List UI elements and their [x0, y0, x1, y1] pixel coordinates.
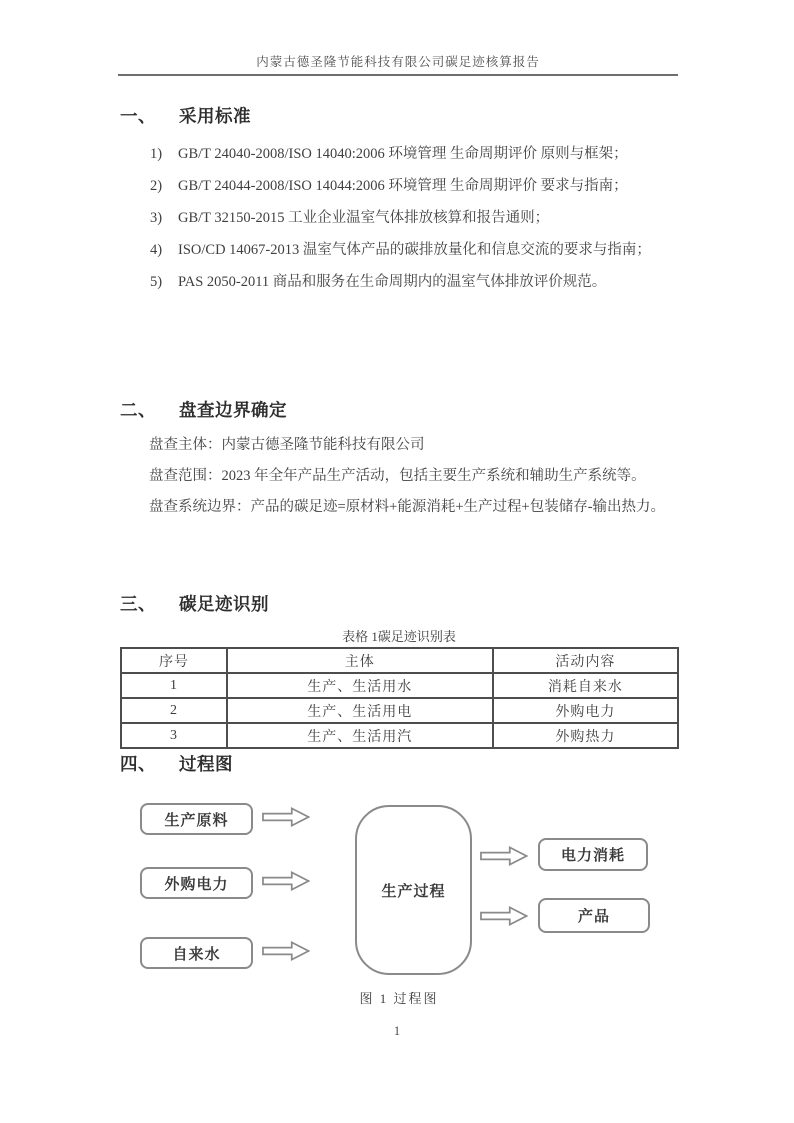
boundary-subject: 盘查主体：内蒙古德圣隆节能科技有限公司: [149, 437, 425, 453]
table-cell-no: 1: [121, 673, 227, 698]
section-4-heading: [120, 751, 233, 776]
table-row: [121, 723, 678, 748]
standards-item-number: 1): [150, 146, 163, 162]
footprint-table: [120, 647, 679, 749]
table-caption: 表格 1碳足迹识别表: [342, 629, 456, 644]
table-cell-subject: 生产、生活用水: [227, 673, 493, 698]
figure-caption: 图 1 过程图: [359, 991, 439, 1006]
table-cell-subject: 生产、生活用汽: [227, 723, 493, 748]
standards-item-text: ISO/CD 14067-2013 温室气体产品的碳排放量化和信息交流的要求与指南；: [178, 242, 651, 258]
section-1-number: 一、: [120, 106, 156, 126]
page-header-title: 内蒙古德圣隆节能科技有限公司碳足迹核算报告: [256, 55, 540, 69]
standards-item-number: 2): [150, 178, 163, 194]
standards-item-text: PAS 2050-2011 商品和服务在生命周期内的温室气体排放评价规范。: [178, 274, 607, 290]
standards-item-number: 4): [150, 242, 163, 258]
page-number: 1: [393, 1024, 401, 1038]
table-header-activity: 活动内容: [493, 648, 678, 673]
diagram-center-production-process: 生产过程: [355, 805, 472, 975]
table-header-row: [121, 648, 678, 673]
section-3-title: 碳足迹识别: [179, 594, 269, 614]
standards-item-number: 5): [150, 274, 163, 290]
standards-item-text: GB/T 24040-2008/ISO 14040:2006 环境管理 生命周期评价 原则与框架；: [178, 146, 628, 162]
table-cell-activity: 消耗自来水: [493, 673, 678, 698]
boundary-scope: 盘查范围：2023 年全年产品生产活动，包括主要生产系统和辅助生产系统等。: [149, 468, 646, 484]
table-cell-no: 3: [121, 723, 227, 748]
flow-arrow-icon: [262, 806, 310, 828]
section-2-heading: [120, 397, 287, 422]
table-cell-subject: 生产、生活用电: [227, 698, 493, 723]
section-3-number: 三、: [120, 594, 156, 614]
section-3-heading: [120, 591, 269, 616]
diagram-input-tap-water: 自来水: [140, 937, 253, 969]
table-cell-activity: 外购电力: [493, 698, 678, 723]
standards-item-text: GB/T 32150-2015 工业企业温室气体排放核算和报告通则；: [178, 210, 550, 226]
standards-list: [120, 138, 680, 298]
standards-item-text: GB/T 24044-2008/ISO 14044:2006 环境管理 生命周期评价 要求与指南；: [178, 178, 628, 194]
standards-item-number: 3): [150, 210, 163, 226]
table-cell-activity: 外购热力: [493, 723, 678, 748]
process-diagram: [120, 795, 678, 985]
section-1-heading: [120, 103, 251, 128]
diagram-input-raw-materials: 生产原料: [140, 803, 253, 835]
flow-arrow-icon: [480, 905, 528, 927]
standards-item: [120, 138, 680, 170]
boundary-system: 盘查系统边界：产品的碳足迹=原材料+能源消耗+生产过程+包装储存-输出热力。: [149, 499, 666, 515]
section-2-title: 盘查边界确定: [179, 400, 287, 420]
standards-item: [120, 202, 680, 234]
flow-arrow-icon: [262, 940, 310, 962]
header-rule: [118, 74, 678, 76]
standards-item: [120, 170, 680, 202]
diagram-input-purchased-electricity: 外购电力: [140, 867, 253, 899]
section-4-title: 过程图: [179, 754, 233, 774]
flow-arrow-icon: [262, 870, 310, 892]
standards-item: [120, 266, 680, 298]
table-row: [121, 698, 678, 723]
table-header-no: 序号: [121, 648, 227, 673]
diagram-output-electricity-consumption: 电力消耗: [538, 838, 648, 871]
flow-arrow-icon: [480, 845, 528, 867]
table-row: [121, 673, 678, 698]
table-cell-no: 2: [121, 698, 227, 723]
boundary-paragraphs: [120, 430, 680, 523]
section-1-title: 采用标准: [179, 106, 251, 126]
section-2-number: 二、: [120, 400, 156, 420]
diagram-output-product: 产品: [538, 898, 650, 933]
table-header-subject: 主体: [227, 648, 493, 673]
standards-item: [120, 234, 680, 266]
section-4-number: 四、: [120, 754, 156, 774]
